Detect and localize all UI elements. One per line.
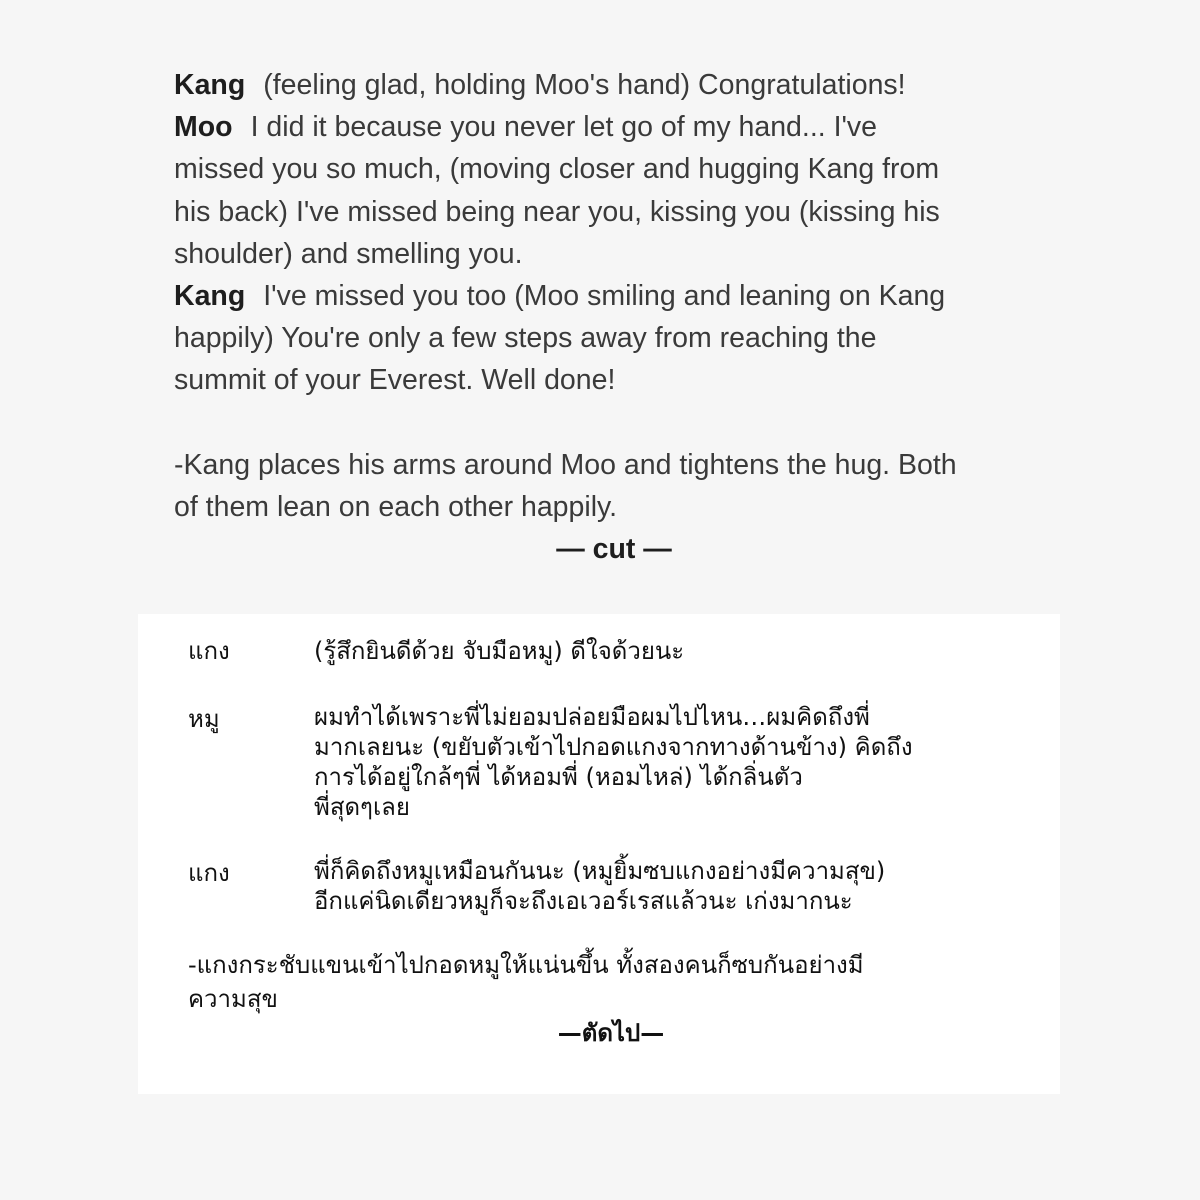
english-script bbox=[174, 64, 1054, 570]
speaker-name: Kang bbox=[174, 280, 246, 313]
text-line: -แกงกระชับแขนเข้าไปกอดหมูให้แน่นขึ้น ทั้งสองคนก็ซบกันอย่างมี bbox=[188, 951, 864, 979]
text-line: การได้อยู่ใกล้ๆพี่ ได้หอมพี่ (หอมไหล่) ได้กลิ่นตัว bbox=[314, 763, 803, 791]
cut-marker: — cut — bbox=[556, 533, 672, 566]
speaker-name: แกง bbox=[188, 637, 230, 665]
text-line: พี่สุดๆเลย bbox=[314, 793, 410, 821]
dialogue-text bbox=[314, 702, 1048, 822]
thai-script bbox=[188, 634, 1048, 1050]
dialogue-text bbox=[314, 856, 1048, 916]
speaker-name: แกง bbox=[188, 859, 230, 887]
text-line: ผมทำได้เพราะพี่ไม่ยอมปล่อยมือผมไปไหน…ผมคิดถึงพี่ bbox=[314, 703, 870, 731]
spacer bbox=[174, 402, 1054, 444]
dialogue-line bbox=[188, 856, 1048, 916]
dialogue-text: I did it because you never let go of my hand... I've bbox=[250, 111, 878, 144]
dialogue-text: happily) You're only a few steps away from reaching the bbox=[174, 322, 877, 355]
dialogue-text bbox=[314, 634, 1048, 668]
text-line: (รู้สึกยินดีด้วย จับมือหมู) ดีใจด้วยนะ bbox=[314, 637, 685, 665]
dialogue-text: shoulder) and smelling you. bbox=[174, 237, 523, 270]
dialogue-text: I've missed you too (Moo smiling and leaning on Kang bbox=[263, 280, 946, 313]
speaker-name: หมู bbox=[188, 705, 220, 733]
dialogue-line bbox=[174, 64, 1054, 106]
text-line: พี่ก็คิดถึงหมูเหมือนกันนะ (หมูยิ้มซบแกงอย่างมีความสุข) bbox=[314, 857, 886, 885]
text-line: อีกแค่นิดเดียวหมูก็จะถึงเอเวอร์เรสแล้วนะ เก่งมากนะ bbox=[314, 887, 853, 915]
dialogue-text: his back) I've missed being near you, kissing you (kissing his bbox=[174, 195, 940, 228]
dialogue-line bbox=[188, 702, 1048, 822]
speaker-name: Moo bbox=[174, 111, 233, 144]
speaker-name: Kang bbox=[174, 69, 246, 101]
text-line: ความสุข bbox=[188, 985, 278, 1013]
dialogue-text: (feeling glad, holding Moo's hand) Congratulations! bbox=[263, 69, 906, 101]
dialogue-line bbox=[174, 275, 1054, 317]
text-line: มากเลยนะ (ขยับตัวเข้าไปกอดแกงจากทางด้านข้าง) คิดถึง bbox=[314, 733, 913, 761]
dialogue-text: missed you so much, (moving closer and hugging Kang from bbox=[174, 153, 940, 186]
stage-direction: of them lean on each other happily. bbox=[174, 490, 618, 523]
stage-direction bbox=[188, 948, 1048, 1016]
dialogue-text: summit of your Everest. Well done! bbox=[174, 364, 616, 397]
cut-marker: —ตัดไป— bbox=[557, 1019, 665, 1047]
dialogue-line bbox=[174, 106, 1054, 148]
stage-direction: -Kang places his arms around Moo and tightens the hug. Both bbox=[174, 448, 957, 481]
dialogue-line bbox=[188, 634, 1048, 668]
